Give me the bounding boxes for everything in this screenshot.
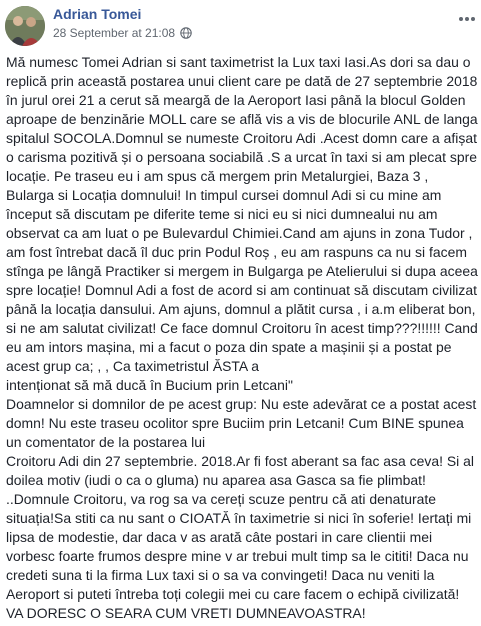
more-dots-icon[interactable] <box>458 14 476 24</box>
post-text-line: în jurul orei 21 a cerut să meargă de la Aeroport Iasi până la blocul Golden <box>6 92 466 108</box>
post-text-line: replică prin această postarea unui client care pe dată de 27 septembrie 2018 <box>6 73 478 89</box>
post-text-line: ..Domnule Croitoru, va rog sa va cereți scuze pentru că ati denaturate <box>6 491 436 507</box>
post-text-line: spitalul SOCOLA.Domnul se numeste Croitoru Adi .Acest domn care a afișat <box>6 130 477 146</box>
post-text-line: eu am intors mașina, mi a facut o poza din spate a mașinii și a postat pe <box>6 339 452 355</box>
post-text-line: lipsa de modestie, dar daca v as arată câte postari in care clientii mei <box>6 529 433 545</box>
post-text-line: Mă numesc Tomei Adrian si sant taximetrist la Lux taxi Iasi.As dori sa dau o <box>6 54 471 70</box>
post-text-line: stînga pe lângă Practiker si mergem in Bulgarga pe Atelierului si dupa aceea <box>6 263 478 279</box>
post-text-line: Bulargа si Locația domnului! In timpul cursei domnul Adi si cu mine am <box>6 187 442 203</box>
globe-icon <box>180 27 192 39</box>
post-text-line: am fost întrebat dacă îl duc prin Podul Roș , eu am raspuns ca nu si facem <box>6 244 467 260</box>
post-text-line: până la locația dansului. Am ajuns, domnul a plătit cursa , i a.m eliberat bon, <box>6 301 476 317</box>
post-text-line: aproape de benzinărie MOLL care se află vis a vis de blocurile ANL de langa <box>6 111 478 127</box>
post-body <box>6 53 480 623</box>
post-text-line: un comentator de la postarea lui <box>6 434 206 450</box>
post-text-line: situația!Sa stiti ca nu sant o CIOATĂ în taximetrie si nici în soferie! Iertați mi <box>6 510 472 526</box>
post-text-line: început să discutam pe diferite teme si nici eu si nici dumnealui nu am <box>6 206 438 222</box>
post-text-line: VA DORESC O SEARA CUM VRETI DUMNEAVOASTRA! <box>6 605 366 621</box>
post-meta <box>53 26 192 40</box>
avatar[interactable] <box>5 6 45 46</box>
avatar-photo <box>5 6 45 46</box>
post-text-line: vorbesc foarte frumos despre mine v ar trebui mult timp sa le cititi! Daca nu <box>6 548 469 564</box>
post-text-line: locație. Pe traseu eu i am spus că mergem prin Metalurgiei, Baza 3 , <box>6 168 429 184</box>
post-text-line: intenționat să mă ducă în Bucium prin Letcani" <box>6 377 293 393</box>
post-text-line: credeti suna ti la firma Lux taxi si o sa va convingeti! Daca nu veniti la <box>6 567 435 583</box>
author-name[interactable]: Adrian Tomei <box>53 6 142 22</box>
post-text-line: si ne am salutat civilizat! Ce face domnul Croitoru în acest timp???!!!!!! Cand <box>6 320 478 336</box>
post-text-line: Doamnelor si domnilor de pe acest grup: Nu este adevărat ce a postat acest <box>6 396 477 412</box>
post-text-line: spre locație! Domnul Adi a fost de acord si am continuat să discutam civilizat <box>6 282 477 298</box>
post-text-line: domn! Nu este traseu ocolitor spre Buciim prin Letcani! Cum BINE spunea <box>6 415 464 431</box>
post-text-line: Aeroport si puteti întreba toți colegii mei cu care facem o echipă civilizată! <box>6 586 460 602</box>
post-text-line: acest grup ca; , , Ca taximetristul ĂSTA a <box>6 358 260 374</box>
post-text-line: Croitoru Adi din 27 septembrie. 2018.Ar fi fost aberant sa fac asa ceva! Si al <box>6 453 474 469</box>
post-timestamp[interactable]: 28 September at 21:08 <box>53 26 176 40</box>
post-text-line: observat ca am luat o pe Bulevardul Chimiei.Cand am ajuns in zona Tudor , <box>6 225 473 241</box>
post-text-line: doilea motiv (iudi o ca o gluma) nu aparea asa Gasca sa fie plimbat! <box>6 472 426 488</box>
post-text-line: o carisma pozitivă și o persoana sociabilă .S a urcat în taxi si am plecat spre <box>6 149 477 165</box>
post-header <box>0 0 481 48</box>
